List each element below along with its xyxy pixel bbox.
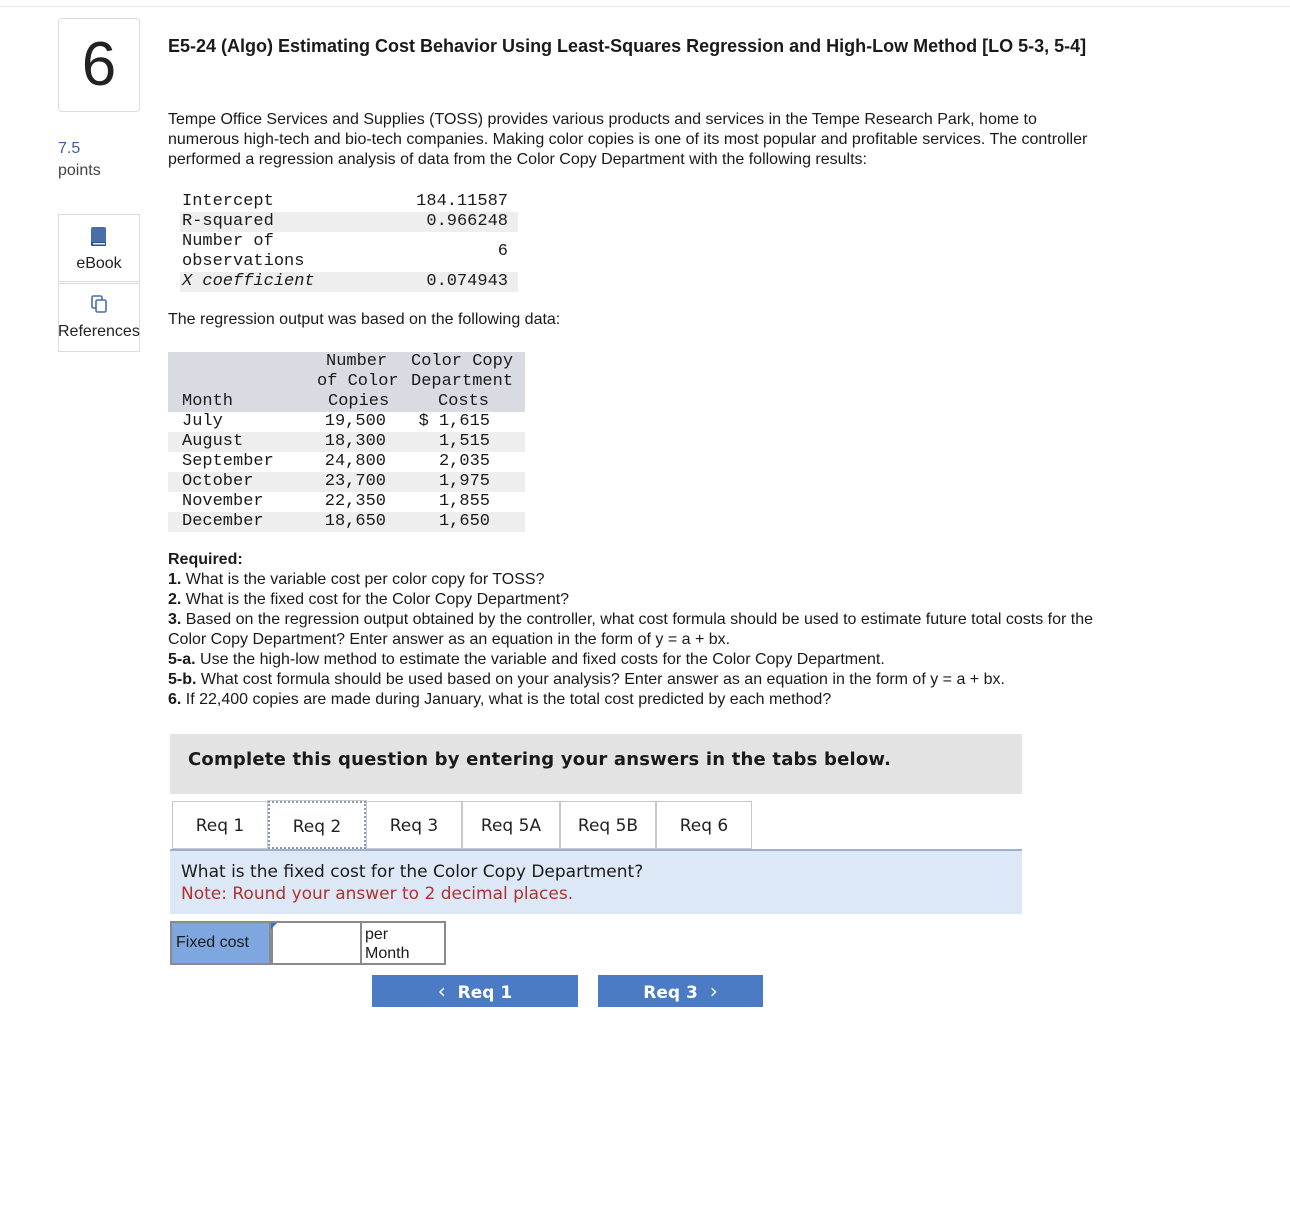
header-copies-line3: Copies (328, 392, 390, 411)
required-item-num: 5-b. (168, 671, 197, 688)
points-label: points (58, 162, 101, 179)
cell-cost: $ 1,615 (418, 412, 490, 431)
regression-label: X coefficient (182, 272, 315, 291)
required-heading: Required: (168, 551, 243, 568)
regression-value: 184.11587 (416, 192, 508, 211)
cell-month: July (182, 412, 223, 431)
question-number: 6 (58, 18, 140, 112)
cell-cost: 1,855 (438, 492, 490, 511)
cell-month: October (182, 472, 254, 491)
cell-cost: 1,515 (438, 432, 490, 451)
required-item-text: If 22,400 copies are made during January, what is the total cost predicted by each method? (181, 691, 832, 708)
tab-req-2[interactable]: Req 2 (268, 801, 366, 849)
fixed-cost-label: Fixed cost (170, 921, 271, 965)
regression-output (180, 192, 518, 292)
fixed-cost-input[interactable] (271, 921, 362, 965)
book-icon (89, 226, 109, 248)
regression-row (180, 192, 518, 212)
data-table (168, 352, 525, 532)
regression-label: R-squared (182, 212, 274, 231)
header-costs-line2: Department (411, 372, 514, 391)
tab-req-5b[interactable]: Req 5B (560, 801, 656, 849)
points-value: 7.5 (58, 140, 81, 157)
required-item-text: What is the fixed cost for the Color Copy Department? (181, 591, 570, 608)
regression-row (180, 212, 518, 232)
cell-month: September (182, 452, 274, 471)
cell-month: November (182, 492, 264, 511)
table-row (168, 472, 525, 492)
required-item-text: What is the variable cost per color copy for TOSS? (181, 571, 545, 588)
data-intro-text: The regression output was based on the following data: (168, 311, 561, 328)
cell-cost: 2,035 (438, 452, 490, 471)
regression-value: 0.074943 (426, 272, 508, 291)
table-row (168, 492, 525, 512)
header-costs-line1: Color Copy (411, 352, 514, 371)
table-row (168, 412, 525, 432)
required-item-num: 2. (168, 591, 182, 608)
header-copies-line2: of Color (317, 372, 399, 391)
table-header (168, 352, 525, 412)
header-costs-line3: Costs (438, 392, 490, 411)
instructions-banner: Complete this question by entering your answers in the tabs below. (170, 734, 1022, 794)
header-month: Month (182, 392, 234, 411)
table-row (168, 452, 525, 472)
question-title: E5-24 (Algo) Estimating Cost Behavior Using Least-Squares Regression and High-Low Method [LO 5-3, 5-4] (168, 36, 1087, 56)
rounding-note: Note: Round your answer to 2 decimal places. (181, 884, 574, 904)
cell-cost: 1,975 (438, 472, 490, 491)
required-section (168, 550, 1108, 710)
cell-copies: 24,800 (324, 452, 386, 471)
input-corner-marker (271, 923, 277, 929)
previous-req-button[interactable] (372, 975, 578, 1007)
cell-month: December (182, 512, 264, 531)
next-req-button[interactable] (598, 975, 763, 1007)
tab-req-6[interactable]: Req 6 (656, 801, 752, 849)
required-item-text: What cost formula should be used based on your analysis? Enter answer as an equation in the form of y = a + bx. (196, 671, 1005, 688)
ebook-button[interactable] (58, 214, 140, 282)
required-item-num: 3. (168, 611, 182, 628)
chevron-right-icon: › (709, 979, 718, 1003)
unit-line1: per (365, 926, 389, 943)
required-item-text: Use the high-low method to estimate the variable and fixed costs for the Color Copy Department. (195, 651, 885, 668)
required-item-num: 6. (168, 691, 182, 708)
tab-req-1[interactable]: Req 1 (172, 801, 268, 849)
cell-copies: 22,350 (324, 492, 386, 511)
previous-req-label: Req 1 (457, 983, 513, 1003)
table-row (168, 432, 525, 452)
tab-question-text: What is the fixed cost for the Color Copy Department? (181, 862, 644, 882)
regression-label-block (180, 232, 402, 272)
regression-label-cont: observations (182, 252, 305, 271)
cell-copies: 18,300 (324, 432, 386, 451)
regression-row (180, 272, 518, 292)
cell-copies: 23,700 (324, 472, 386, 491)
cell-cost: 1,650 (438, 512, 490, 531)
regression-value: 0.966248 (426, 212, 508, 231)
references-label: References (58, 323, 140, 340)
tab-question-panel (170, 851, 1022, 914)
question-intro: Tempe Office Services and Supplies (TOSS) provides various products and services in the Tempe Research Park, home to numerous high-tech and bio-tech companies. Making color copies is one of its most popular and profitable services. The controller performed a regression analysis of data from the Color Copy Department with the following results: (168, 111, 1088, 168)
next-req-label: Req 3 (643, 983, 698, 1003)
regression-label: Intercept (182, 192, 274, 211)
regression-label: Number of (182, 232, 274, 251)
unit-line2: Month (365, 945, 410, 962)
required-item-num: 5-a. (168, 651, 196, 668)
cell-copies: 19,500 (324, 412, 386, 431)
header-copies-line1: Number (326, 352, 388, 371)
tab-req-5a[interactable]: Req 5A (462, 801, 560, 849)
cell-month: August (182, 432, 244, 451)
top-divider (0, 6, 1290, 7)
tab-req-3[interactable]: Req 3 (366, 801, 462, 849)
chevron-left-icon: ‹ (437, 979, 446, 1003)
regression-value: 6 (497, 242, 508, 261)
table-row (168, 512, 525, 532)
cell-copies: 18,650 (324, 512, 386, 531)
required-item-num: 1. (168, 571, 182, 588)
references-button[interactable] (58, 283, 140, 352)
required-item-text: Based on the regression output obtained by the controller, what cost formula should be used to estimate future total costs for the Color Copy Department? Enter answer as an equation in the form of y = a + bx. (168, 611, 1093, 648)
ebook-label: eBook (76, 255, 122, 272)
regression-row (180, 232, 518, 272)
copy-pages-icon (89, 294, 109, 314)
unit-label (360, 921, 446, 965)
